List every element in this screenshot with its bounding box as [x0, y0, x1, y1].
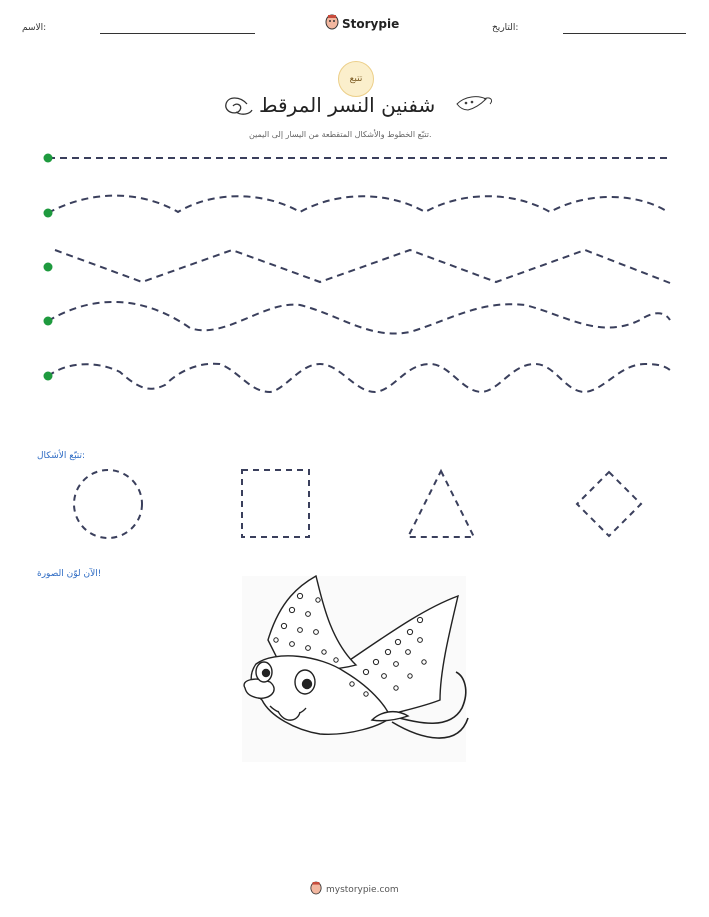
stingray-icon: [457, 97, 492, 110]
start-dot: [44, 209, 53, 218]
page-title: شفنين النسر المرقط: [259, 93, 436, 117]
eagle-ray-coloring-image[interactable]: [242, 576, 468, 762]
date-label: التاريخ:: [492, 23, 519, 33]
start-dot: [44, 263, 53, 272]
trace-badge-label: تتبع: [349, 74, 363, 84]
page-subtitle: تتبّع الخطوط والأشكال المتقطعة من اليسار إلى اليمين.: [249, 130, 432, 139]
trace-line-zigzag[interactable]: [55, 250, 670, 283]
trace-shape-diamond[interactable]: [577, 472, 641, 536]
start-dot: [44, 154, 53, 163]
start-dot: [44, 317, 53, 326]
name-label: الاسم:: [22, 23, 47, 33]
start-dot: [44, 372, 53, 381]
trace-line-wave-3[interactable]: [48, 364, 670, 392]
shapes-section-label: تتبّع الأشكال:: [37, 451, 86, 461]
trace-shape-triangle[interactable]: [408, 471, 474, 537]
swirl-icon: [226, 98, 252, 114]
trace-shape-circle[interactable]: [74, 470, 142, 538]
trace-line-wave-2[interactable]: [48, 302, 670, 334]
trace-line-wave-1[interactable]: [48, 196, 668, 213]
brand-name: Storypie: [342, 16, 400, 31]
footer-url: mystorypie.com: [326, 884, 399, 895]
trace-shape-square[interactable]: [242, 470, 309, 537]
coloring-section-label: الآن لوّن الصورة!: [37, 569, 102, 579]
